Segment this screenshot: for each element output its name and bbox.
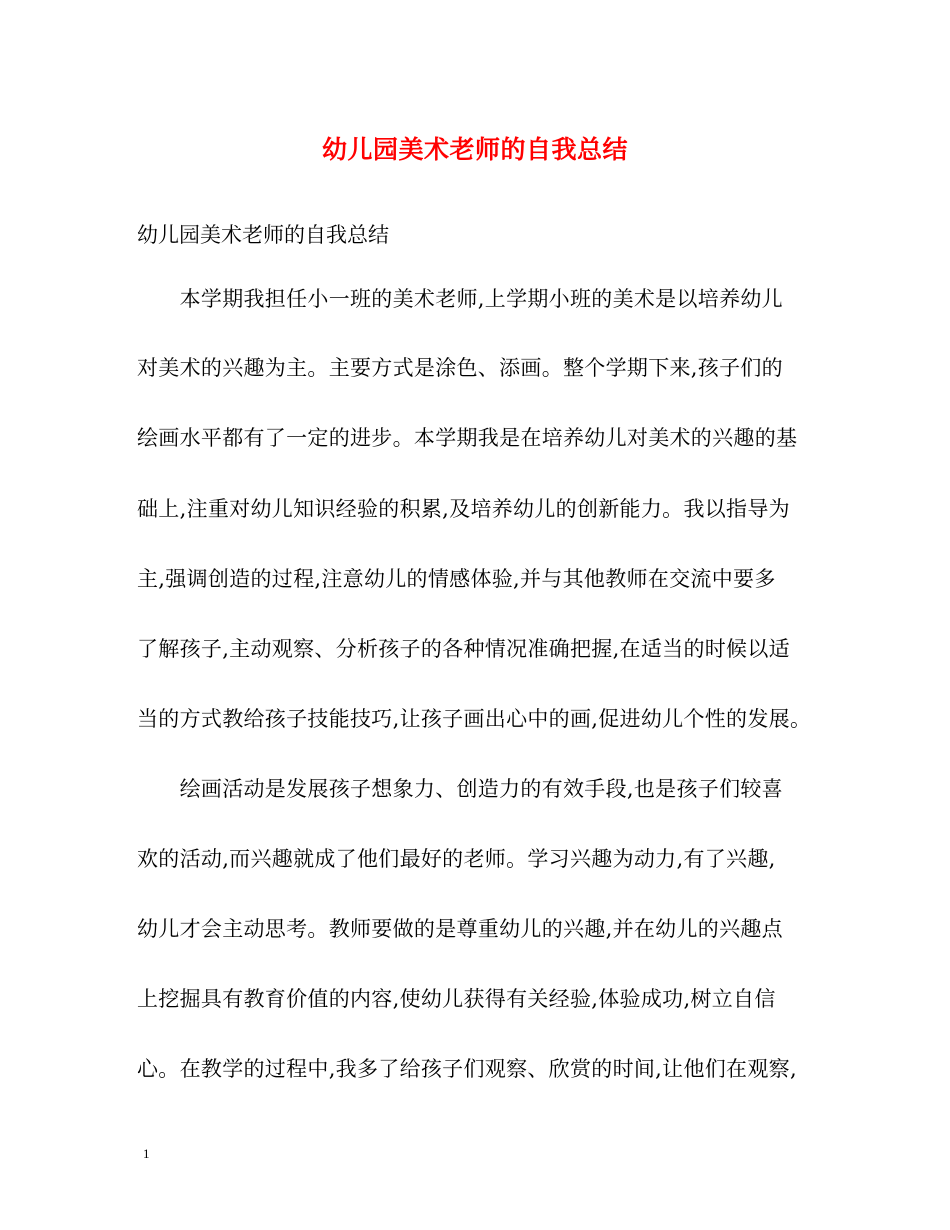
body-line: 绘画水平都有了一定的进步。本学期我是在培养幼儿对美术的兴趣的基 — [137, 426, 798, 450]
body-line: 主,强调创造的过程,注意幼儿的情感体验,并与其他教师在交流中要多 — [137, 567, 776, 591]
body-line: 绘画活动是发展孩子想象力、创造力的有效手段,也是孩子们较喜 — [137, 777, 783, 801]
page-number: 1 — [143, 1146, 150, 1161]
body-line: 上挖掘具有教育价值的内容,使幼儿获得有关经验,体验成功,树立自信 — [137, 987, 776, 1011]
body-line: 心。在教学的过程中,我多了给孩子们观察、欣赏的时间,让他们在观察, — [137, 1057, 797, 1081]
document-title: 幼儿园美术老师的自我总结 — [321, 135, 628, 164]
body-line: 幼儿才会主动思考。教师要做的是尊重幼儿的兴趣,并在幼儿的兴趣点 — [137, 917, 783, 941]
body-line: 本学期我担任小一班的美术老师,上学期小班的美术是以培养幼儿 — [137, 287, 783, 311]
body-line: 欢的活动,而兴趣就成了他们最好的老师。学习兴趣为动力,有了兴趣, — [137, 847, 776, 871]
body-line: 了解孩子,主动观察、分析孩子的各种情况准确把握,在适当的时候以适 — [137, 637, 790, 661]
body-line: 当的方式教给孩子技能技巧,让孩子画出心中的画,促进幼儿个性的发展。 — [137, 707, 812, 731]
document-subtitle: 幼儿园美术老师的自我总结 — [137, 223, 389, 247]
body-line: 对美术的兴趣为主。主要方式是涂色、添画。整个学期下来,孩子们的 — [137, 356, 783, 380]
body-line: 础上,注重对幼儿知识经验的积累,及培养幼儿的创新能力。我以指导为 — [137, 497, 790, 521]
